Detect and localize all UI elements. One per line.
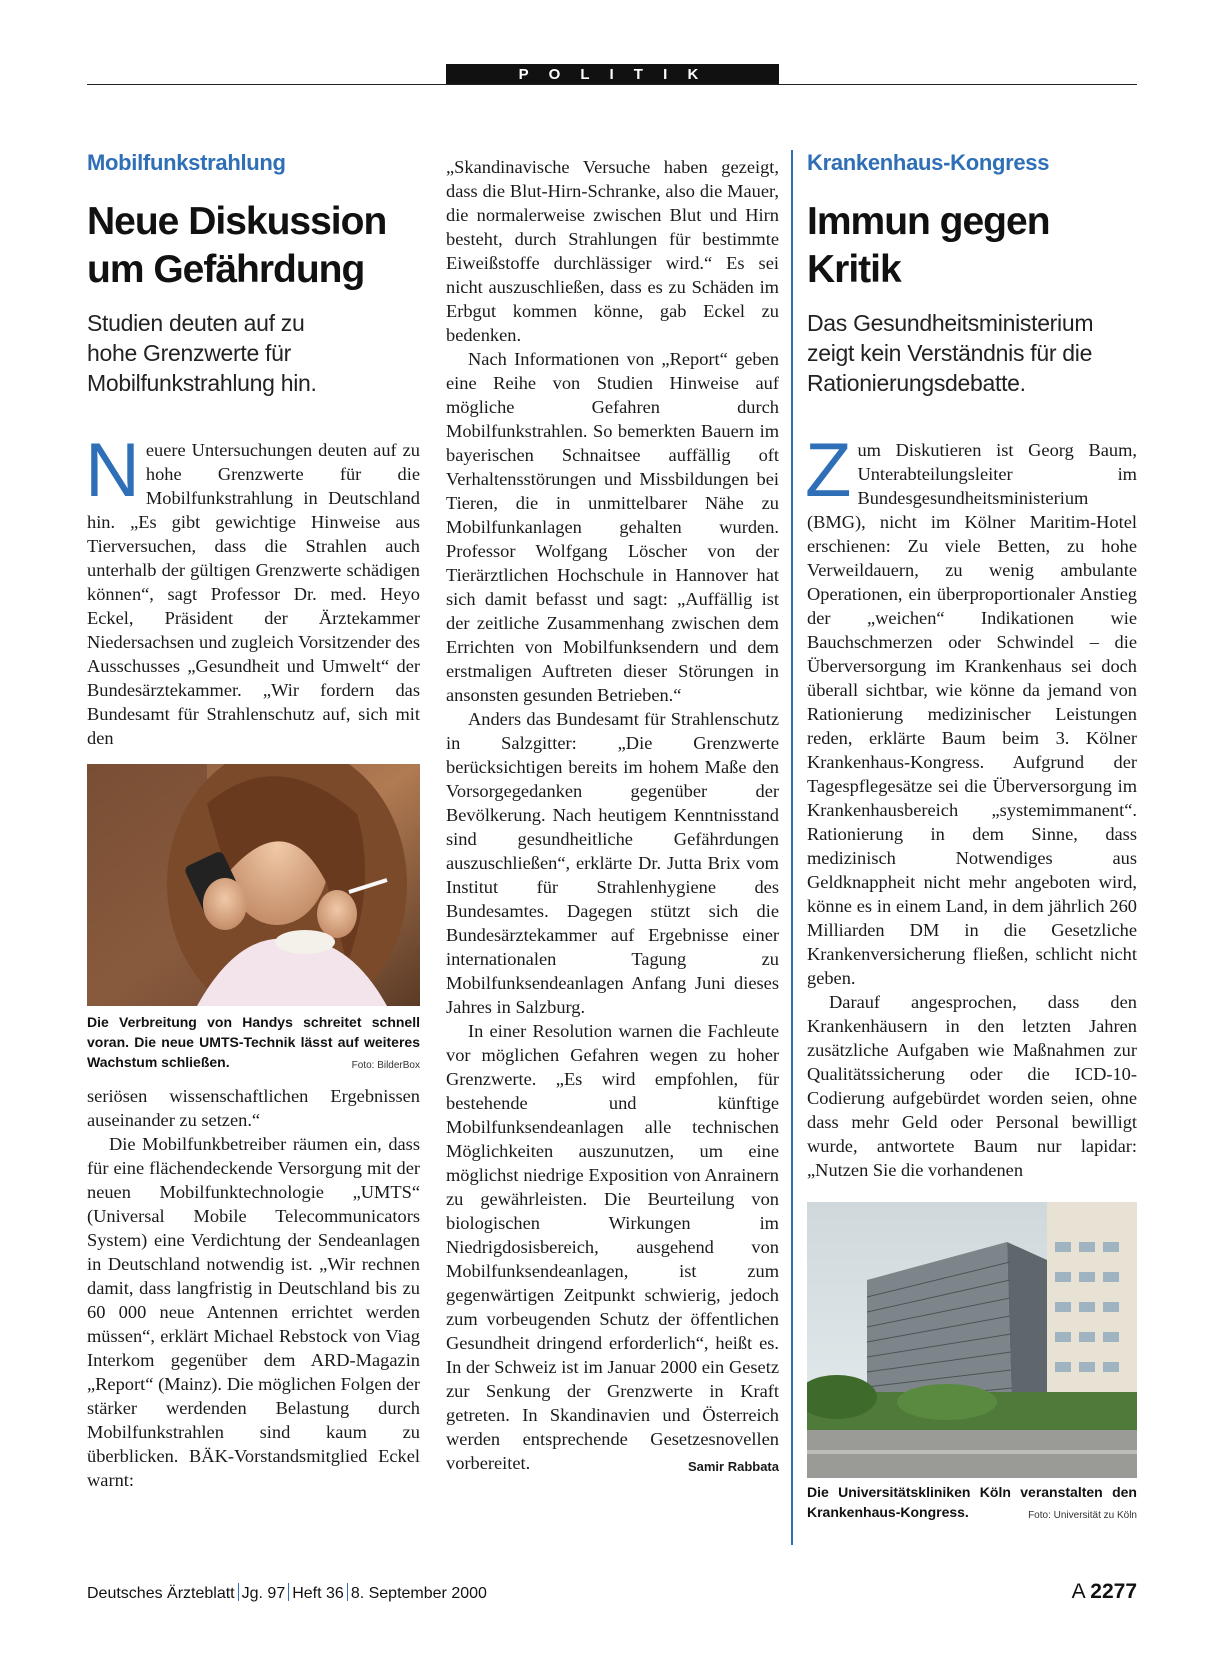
article2-kicker: Krankenhaus-Kongress xyxy=(807,150,1050,175)
article1-author: Samir Rabbata xyxy=(687,1459,779,1474)
hospital-building-photo xyxy=(807,1202,1137,1478)
article2-intro-text: um Diskutieren ist Georg Baum, Unterabteilungsleiter im Bundesgesundheitsministerium (BMG), nicht im Kölner Maritim-Hotel erschienen: Zu viele Betten, zu hohe Verweildauern, zu wenig ambulante Operationen, ein überproportionaler Anstieg der „weichen“ Indikationen wie Bauchschmerzen oder Schwindel – die Überversorgung im Krankenhaus sei doch überall sichtbar, wie könne da jemand von Rationierung medizinischer Leistungen reden, erklärte Baum beim 3. Kölner Krankenhaus-Kongress. Aufgrund der Tagespflegesätze sei die Überversorgung im Krankenhausbereich „systemimmanent“. Rationierung in dem Sinne, dass medizinisch Notwendiges aus Geldknappheit nicht mehr angeboten wird, könne es in einem Land, in dem jährlich 260 Milliarden DM in die Gesetzliche Krankenversicherung fließen, schlicht nicht geben. xyxy=(807,440,1137,988)
footer-separator xyxy=(347,1583,348,1601)
article1-headline xyxy=(87,198,420,294)
article2-dropcap: Z xyxy=(805,428,852,513)
article1-photo-caption xyxy=(87,1012,420,1072)
article2-intro xyxy=(805,428,1137,1182)
article1-col2-p4 xyxy=(446,1019,779,1475)
article1-intro-text: euere Untersuchungen deuten auf zu hohe Grenzwerte für die Mobilfunkstrahlung in Deutschland hin. „Es gibt gewichtige Hinweise aus Tierversuchen, dass die Strahlen auch unterhalb der gültigen Grenzwerte schädigen können“, sagt Professor Dr. med. Heyo Eckel, Präsident der Ärztekammer Niedersachsen und zugleich Vorsitzender des Ausschusses „Gesundheit und Umwelt“ der Bundesärztekammer. „Wir fordern das Bundesamt für Strahlenschutz auf, sich mit den xyxy=(87,440,420,748)
article1-col2 xyxy=(446,155,779,1479)
article2-photo xyxy=(807,1202,1137,1478)
article2-headline-line1: Immun gegen xyxy=(807,200,1050,243)
footer-issue: Heft 36 xyxy=(292,1585,344,1602)
page-footer xyxy=(87,1580,1137,1603)
footer-journal: Deutsches Ärzteblatt xyxy=(87,1585,235,1602)
article1-kicker: Mobilfunkstrahlung xyxy=(87,150,286,175)
header-rule xyxy=(87,84,1137,85)
page-number-value: 2277 xyxy=(1090,1580,1137,1603)
article2-caption-text: Die Universitätskliniken Köln veranstalten den Krankenhaus-Kongress. xyxy=(807,1484,1137,1520)
column-divider xyxy=(791,150,793,1545)
article2-headline-line2: Kritik xyxy=(807,248,901,291)
article1-col1-continued xyxy=(87,1084,420,1492)
article2-deck: Das Gesundheitsministerium zeigt kein Verständnis für die Rationierungsdebatte. xyxy=(807,310,1094,396)
article1-col1-p1: seriösen wissenschaftlichen Ergebnissen auseinander zu setzen.“ xyxy=(87,1086,420,1130)
footer-separator xyxy=(288,1583,289,1601)
woman-on-phone-photo xyxy=(87,764,420,1006)
article1-col1-p2: Die Mobilfunkbetreiber räumen ein, dass für eine flächendeckende Versorgung mit der neuen Mobilfunktechnologie „UMTS“ (Universal Mobile Telecommunicators System) eine Verdichtung der Sendeanlagen in Deutschland notwendig ist. „Wir rechnen damit, dass langfristig in Deutschland bis zu 60 000 neue Antennen errichtet werden müssen“, erklärt Michael Rebstock von Viag Interkom gegenüber dem ARD-Magazin „Report“ (Mainz). Die möglichen Folgen der stärker werdenden Belastung durch Mobilfunkstrahlen sind kaum zu überblicken. BÄK-Vorstandsmitglied Eckel warnt: xyxy=(87,1134,420,1490)
footer-volume: Jg. 97 xyxy=(241,1585,286,1602)
page-prefix: A xyxy=(1071,1580,1085,1603)
article2-col xyxy=(807,150,1137,1526)
article1-dropcap: N xyxy=(85,428,140,513)
article1-photo xyxy=(87,764,420,1006)
page-number xyxy=(1072,1580,1137,1604)
article2-photo-credit: Foto: Universität zu Köln xyxy=(1028,1510,1137,1521)
article1-headline-line2: um Gefährdung xyxy=(87,248,365,291)
footer-separator xyxy=(238,1583,239,1601)
article2-photo-caption xyxy=(807,1482,1137,1522)
article1-col2-p2: Nach Informationen von „Report“ geben eine Reihe von Studien Hinweise auf mögliche Gefahren durch Mobilfunkstrahlen. So bemerkten Bauern im bayerischen Schnaitsee auffällig oft Verhaltensstörungen und Missbildungen bei Tieren, die in unmittelbarer Nähe zu Mobilfunkanlagen gehalten wurden. Professor Wolfgang Löscher von der Tierärztlichen Hochschule in Hannover hat sich damit befasst und sagt: „Auffällig ist der zeitliche Zusammenhang zwischen dem Errichten von Mobilfunksendern und dem erstmaligen Auftreten dieser Störungen in ansonsten gesunden Betrieben.“ xyxy=(446,349,779,705)
article1-intro xyxy=(85,428,420,750)
article1-col2-p4-text: In einer Resolution warnen die Fachleute vor möglichen Gefahren wegen zu hoher Grenzwerte. „Es wird empfohlen, für bestehende und künftige Mobilfunksendeanlagen alle technischen Möglichkeiten auszunutzen, um eine möglichst niedrige Exposition von Anrainern zu gewährleisten. Die Beurteilung von biologischen Wirkungen im Niedrigdosisbereich, ausgehend von Mobilfunksendeanlagen, ist zum gegenwärtigen Zeitpunkt schwierig, jedoch zum vorbeugenden Schutz der öffentlichen Gesundheit dringend erforderlich“, heißt es. In der Schweiz ist im Januar 2000 ein Gesetz zur Senkung der Grenzwerte in Kraft getreten. In Skandinavien und Österreich werden entsprechende Gesetzesnovellen vorbereitet. xyxy=(446,1021,779,1473)
article1-col2-p3: Anders das Bundesamt für Strahlenschutz in Salzgitter: „Die Grenzwerte berücksichtigen bereits im hohem Maße den Vorsorgegedanken gegenüber der Bevölkerung. Nach heutigem Kenntnisstand sind gesundheitliche Gefährdungen auszuschließen“, erklärte Dr. Jutta Brix vom Institut für Strahlenhygiene des Bundesamtes. Dagegen stützt sich die Bundesärztekammer auf Ergebnisse einer internationalen Tagung zu Mobilfunksendeanlagen Anfang Juni dieses Jahres in Salzburg. xyxy=(446,709,779,1017)
section-label: P O L I T I K xyxy=(446,64,779,85)
article1-photo-credit: Foto: BilderBox xyxy=(351,1060,420,1071)
article1-col2-p1: „Skandinavische Versuche haben gezeigt, dass die Blut-Hirn-Schranke, also die Mauer, die normalerweise zwischen Blut und Hirn besteht, durch Strahlungen für bestimmte Eiweißstoffe durchlässiger wird.“ Es sei nicht auszuschließen, dass es zu Schäden im Erbgut kommen könne, gab Eckel zu bedenken. xyxy=(446,157,779,345)
article1-col1 xyxy=(87,150,420,1492)
article2-headline xyxy=(807,198,1137,294)
article1-caption-text: Die Verbreitung von Handys schreitet schnell voran. Die neue UMTS-Technik lässt auf weiteres Wachstum schließen. xyxy=(87,1014,420,1070)
article1-headline-line1: Neue Diskussion xyxy=(87,200,387,243)
footer-date: 8. September 2000 xyxy=(350,1585,487,1602)
article2-p2: Darauf angesprochen, dass den Krankenhäusern in den letzten Jahren zusätzliche Aufgaben wie Maßnahmen zur Qualitätssicherung oder die ICD-10-Codierung aufgebürdet worden seien, ohne dass mehr Geld oder Personal bewilligt wurde, antwortete Baum nur lapidar: „Nutzen Sie die vorhandenen xyxy=(807,992,1137,1180)
article1-deck: Studien deuten auf zu hohe Grenzwerte für Mobilfunkstrahlung hin. xyxy=(87,310,317,396)
